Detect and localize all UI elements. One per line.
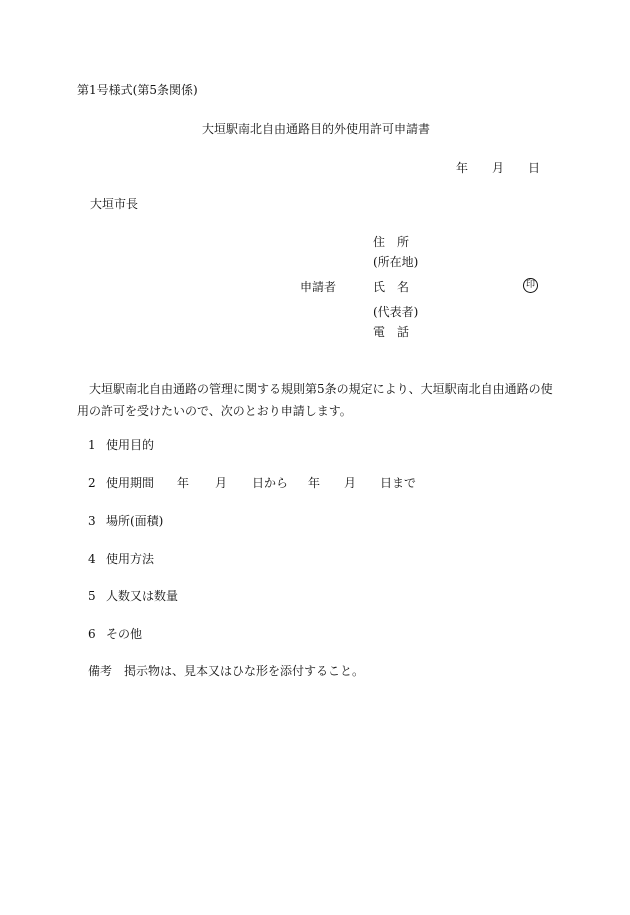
- addressee: 大垣市長: [90, 197, 139, 211]
- item-row: [88, 553, 154, 565]
- remarks-row: [88, 665, 364, 677]
- item-row: [88, 439, 154, 451]
- item-number: 4: [88, 552, 96, 566]
- period-end-day: 日まで: [380, 476, 417, 490]
- applicant-address-note: (所在地): [373, 255, 419, 269]
- item-number: 2: [88, 476, 96, 490]
- form-label: 第1号様式(第5条関係): [77, 83, 198, 97]
- item-number: 5: [88, 589, 96, 603]
- item-number: 3: [88, 514, 96, 528]
- applicant-name-label: 氏 名: [373, 280, 410, 294]
- item-row: [88, 515, 163, 527]
- period-start-day: 日から: [252, 476, 289, 490]
- application-statement: 大垣駅南北自由通路の管理に関する規則第5条の規定により、大垣駅南北自由通路の使用の許可を受けたいので、次のとおり申請します。: [77, 382, 553, 418]
- date-year: 年: [456, 161, 469, 175]
- item-row: [88, 590, 178, 602]
- seal-mark-icon: 印: [523, 278, 538, 293]
- date-day: 日: [528, 161, 541, 175]
- applicant-address-label: 住 所: [373, 235, 410, 249]
- item-row: [88, 477, 416, 489]
- item-label: 場所(面積): [106, 514, 164, 528]
- item-label: 使用方法: [106, 552, 155, 566]
- item-number: 6: [88, 627, 96, 641]
- period-start-month: 月: [215, 476, 228, 490]
- date-month: 月: [492, 161, 505, 175]
- item-label: その他: [106, 627, 143, 641]
- item-label: 使用期間: [106, 476, 155, 490]
- remarks-label: 備考: [88, 664, 113, 678]
- applicant-representative-note: (代表者): [373, 305, 419, 319]
- applicant-phone-label: 電 話: [373, 325, 410, 339]
- item-row: [88, 628, 142, 640]
- document-title: 大垣駅南北自由通路目的外使用許可申請書: [202, 122, 431, 136]
- remarks-text: 掲示物は、見本又はひな形を添付すること。: [124, 664, 365, 678]
- period-start-year: 年: [177, 476, 190, 490]
- item-label: 人数又は数量: [106, 589, 179, 603]
- period-end-month: 月: [344, 476, 357, 490]
- item-label: 使用目的: [106, 438, 155, 452]
- period-end-year: 年: [308, 476, 321, 490]
- applicant-label: 申請者: [300, 280, 337, 294]
- item-number: 1: [88, 438, 96, 452]
